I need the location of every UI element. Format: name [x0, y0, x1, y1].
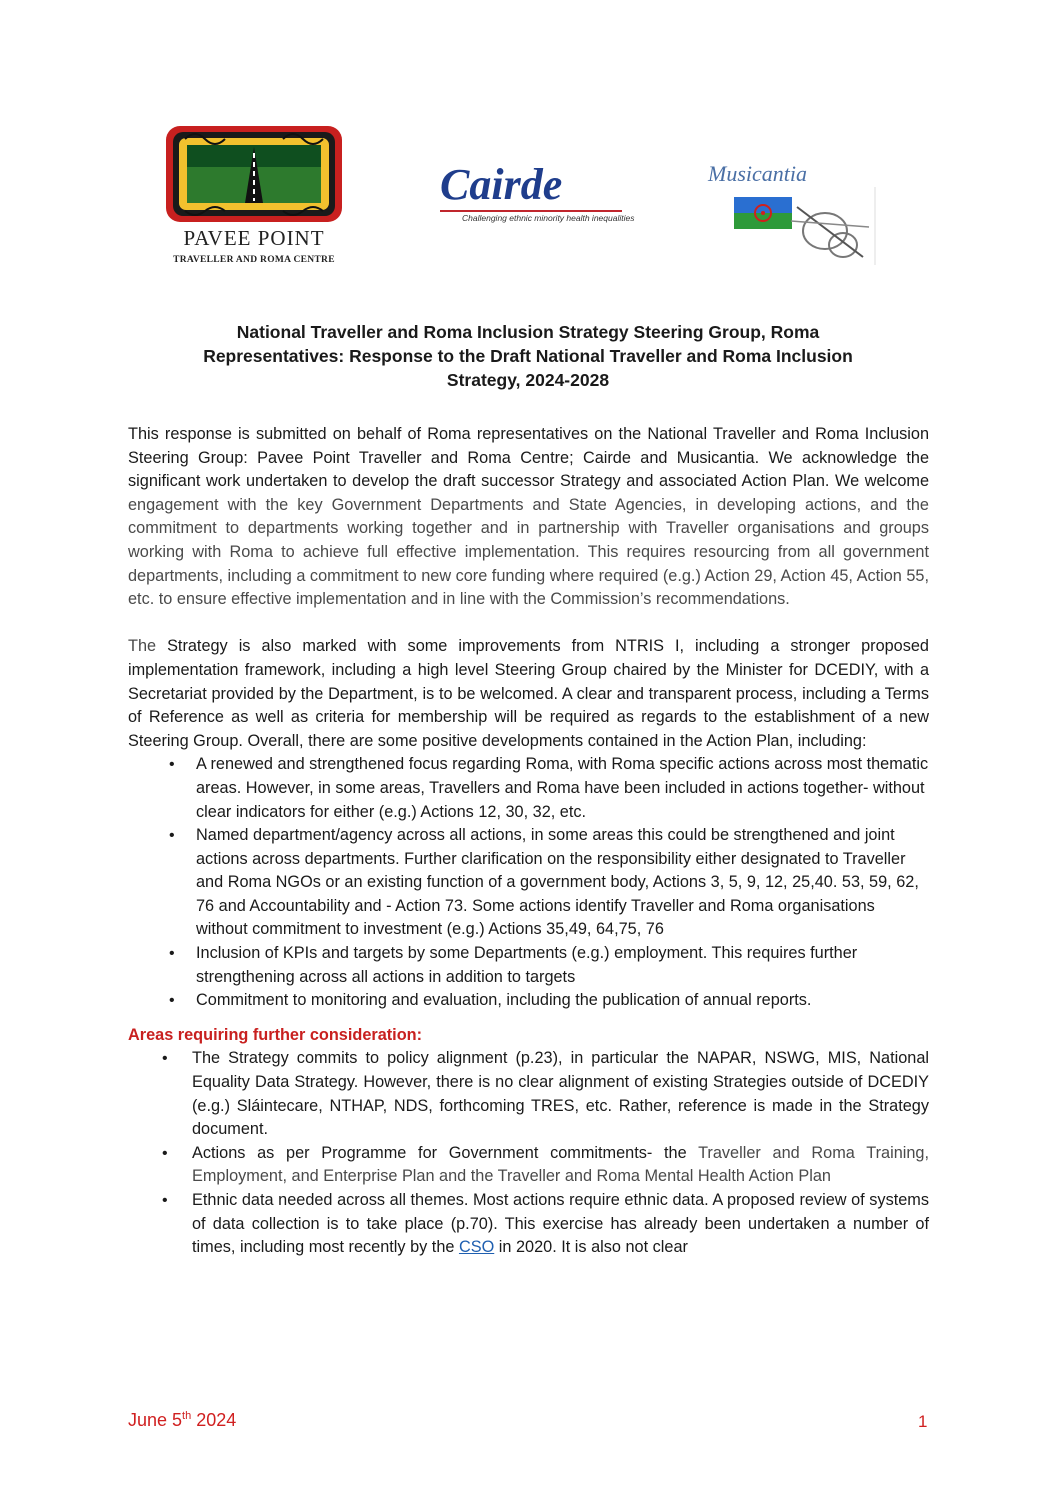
pavee-point-emblem	[165, 125, 343, 223]
cairde-tagline: Challenging ethnic minority health inequalities	[462, 213, 635, 223]
footer-date-sup: th	[182, 1410, 192, 1422]
list-item: • Inclusion of KPIs and targets by some Departments (e.g.) employment. This requires further strengthening across all actions in addition to targets	[128, 942, 929, 989]
intro-paragraph	[128, 423, 929, 612]
musicantia-logo	[705, 153, 877, 265]
list-item	[128, 1189, 929, 1260]
intro-text-continued: engagement with the key Government Departments and State Agencies, in developing actions, and the commitment to departments working together and in partnership with Traveller organisations and groups working with Roma to achieve full effective implementation. This requires resourcing from all government departments, including a commitment to new core funding where required (e.g.) Action 29, Action 45, Action 55, etc. to ensure effective implementation and in line with the Commission’s recommendations.	[128, 495, 929, 609]
cairde-name: Cairde	[440, 160, 563, 209]
intro-text: This response is submitted on behalf of Roma representatives on the National Traveller and Roma Inclusion Steering Group: Pavee Point Traveller and Roma Centre; Cairde and Musicantia. We acknowledge the significant work undertaken to develop the draft successor Strategy and associated Action Plan. We welcome	[128, 425, 929, 491]
cairde-underline	[440, 210, 622, 212]
list-item: • Commitment to monitoring and evaluation, including the publication of annual reports.	[128, 989, 929, 1013]
pavee-point-name: PAVEE POINT	[183, 226, 325, 250]
musicantia-name: Musicantia	[708, 161, 807, 186]
title-line: National Traveller and Roma Inclusion Strategy Steering Group, Roma	[236, 322, 820, 342]
footer-date	[128, 1410, 236, 1431]
page-number: 1	[918, 1412, 928, 1431]
title-line: Strategy, 2024-2028	[446, 370, 610, 390]
document-title	[128, 320, 928, 392]
title-line: Representatives: Response to the Draft National Traveller and Roma Inclusion	[203, 346, 853, 366]
cairde-logo	[438, 160, 635, 225]
pavee-point-logo	[165, 125, 343, 270]
cso-link[interactable]: CSO	[458, 1238, 495, 1257]
list-item-text: Actions as per Programme for Government commitments- the	[192, 1143, 699, 1162]
list-item-text-grey: Traveller and Roma Training, Employment, and Enterprise Plan and the Traveller and Roma Mental Health Action Plan	[192, 1143, 930, 1186]
strategy-text-lead: The	[128, 637, 168, 656]
list-item: • Named department/agency across all actions, in some areas this could be strengthened and joint actions across departments. Further clarification on the responsibility either designated to Traveller and Roma NGOs or an existing function of a government body, Actions 3, 5, 9, 12, 25,40. 53, 59, 62, 76 and Accountability and - Action 73. Some actions identify Traveller and Roma organisations without commitment to investment (e.g.) Actions 35,49, 64,75, 76	[128, 824, 929, 942]
logo-bar	[0, 125, 1058, 275]
pavee-point-subtitle: TRAVELLER AND ROMA CENTRE	[173, 255, 335, 265]
strategy-paragraph	[128, 635, 929, 753]
document-body	[128, 423, 929, 1260]
list-item-text: Ethnic data needed across all themes. Most actions require ethnic data. A proposed review of systems of data collection is to take place (p.70). This exercise has already been undertaken a number of times, including most recently by the	[192, 1191, 929, 1257]
strategy-text: Strategy is also marked with some improvements from NTRIS I, including a stronger proposed implementation framework, including a high level Steering Group chaired by the Minister for DCEDIY, with a Secretariat provided by the Department, is to be welcomed. A clear and transparent process, including a Terms of Reference as well as criteria for membership will be required as regards to the establishment of a new Steering Group. Overall, there are some positive developments contained in the Action Plan, including:	[128, 637, 929, 750]
list-item	[128, 1142, 929, 1189]
areas-list	[128, 1047, 929, 1259]
positive-developments-list	[128, 753, 929, 1013]
list-item: • The Strategy commits to policy alignment (p.23), in particular the NAPAR, NSWG, MIS, National Equality Data Strategy. However, there is no clear alignment of existing Strategies outside of DCEDIY (e.g.) Sláintecare, NTHAP, NDS, forthcoming TRES, etc. Rather, reference is made in the Strategy document.	[128, 1047, 929, 1141]
list-item-text-end: in 2020. It is also not clear	[494, 1238, 688, 1257]
areas-heading: Areas requiring further consideration:	[128, 1025, 423, 1044]
roma-flag-violin-icon	[705, 187, 877, 265]
list-item: • A renewed and strengthened focus regarding Roma, with Roma specific actions across most thematic areas. However, in some areas, Travellers and Roma have been included in actions together- without clear indicators for either (e.g.) Actions 12, 30, 32, etc.	[128, 753, 929, 824]
footer-date-prefix: June 5	[128, 1410, 183, 1430]
footer-date-suffix: 2024	[191, 1410, 237, 1430]
